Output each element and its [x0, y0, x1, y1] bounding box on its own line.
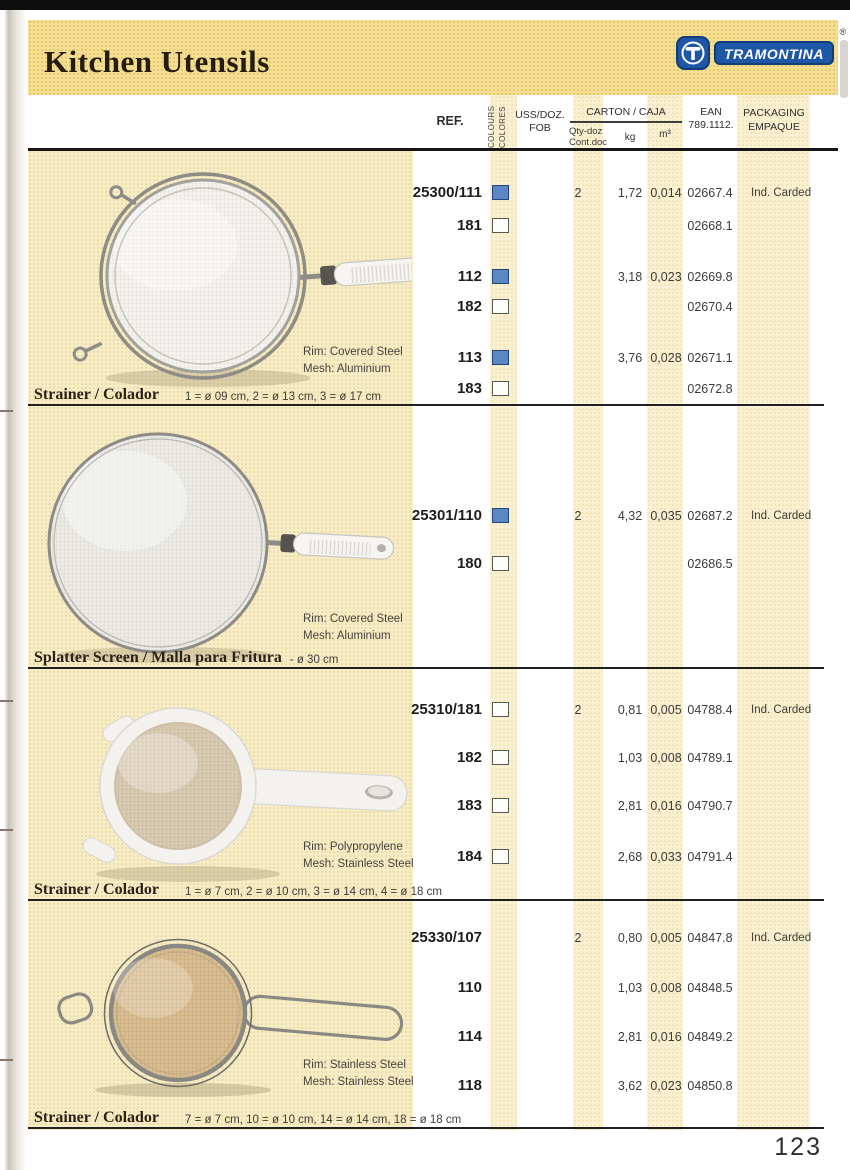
ref-code: 25310/181: [411, 701, 482, 718]
ean-line1: EAN: [700, 106, 722, 118]
material-mesh: Mesh: Aluminium: [303, 363, 391, 375]
ean-value: 04849.2: [687, 1030, 733, 1044]
page-edge-tick: [0, 829, 13, 831]
section-title: Strainer / Colador: [34, 1109, 160, 1126]
colour-swatch: [492, 185, 509, 200]
section-sizes: 1 = ø 09 cm, 2 = ø 13 cm, 3 = ø 17 cm: [185, 391, 381, 403]
colour-swatch: [492, 381, 509, 396]
ean-value: 04788.4: [687, 703, 733, 717]
section-title: Strainer / Colador: [34, 386, 160, 403]
table-row: [0, 506, 850, 526]
ean-value: 02687.2: [687, 509, 733, 523]
ean-value: 02670.4: [687, 300, 733, 314]
ref-code: 183: [456, 797, 482, 814]
m3-value: 0,023: [650, 1079, 682, 1093]
col-header-ref: REF.: [436, 114, 464, 128]
ref-code: 110: [457, 979, 482, 996]
colour-swatch: [492, 350, 509, 365]
page-title: Kitchen Utensils: [44, 44, 270, 79]
table-row: [0, 748, 850, 768]
section-materials: [303, 611, 463, 645]
section-divider: [28, 404, 824, 406]
section-sizes: 1 = ø 7 cm, 2 = ø 10 cm, 3 = ø 14 cm, 4 = ø 18 cm: [185, 886, 442, 898]
section-label: [34, 386, 381, 404]
section-materials: [303, 344, 463, 378]
ref-code: 25300/111: [412, 184, 482, 201]
packaging-value: Ind. Carded: [751, 510, 812, 522]
ref-code: 181: [456, 217, 482, 234]
ean-value: 02686.5: [687, 557, 733, 571]
section-divider: [28, 667, 824, 669]
kg-value: 2,81: [617, 1030, 643, 1044]
section-title: Splatter Screen / Malla para Fritura: [34, 649, 282, 666]
section-divider: [28, 1127, 824, 1129]
material-rim: Rim: Covered Steel: [303, 346, 403, 358]
ean-value: 02669.8: [687, 270, 733, 284]
ref-code: 114: [457, 1028, 482, 1045]
section-title: Strainer / Colador: [34, 881, 160, 898]
m3-value: 0,016: [650, 799, 682, 813]
m3-value: 0,035: [650, 509, 682, 523]
ean-value: 02671.1: [687, 351, 733, 365]
table-row: [0, 216, 850, 236]
table-row: [0, 267, 850, 287]
packaging-value: Ind. Carded: [751, 187, 812, 199]
material-mesh: Mesh: Aluminium: [303, 630, 391, 642]
kg-value: 1,03: [617, 981, 643, 995]
m3-value: 0,008: [650, 981, 682, 995]
qty-value: 2: [574, 703, 582, 717]
ref-code: 182: [456, 749, 482, 766]
m3-value: 0,005: [650, 931, 682, 945]
page-number: 123: [774, 1133, 822, 1161]
ref-code: 118: [457, 1077, 482, 1094]
section-materials: [303, 839, 463, 873]
section-divider: [28, 899, 824, 901]
kg-value: 1,03: [617, 751, 643, 765]
column-stripe-packaging: [737, 95, 810, 1130]
qty-line1: Qty-doz: [569, 126, 603, 137]
scan-top-bar: [0, 0, 850, 10]
brand-wordmark: TRAMONTINA: [714, 41, 834, 65]
ref-code: 180: [456, 555, 482, 572]
tramontina-t-icon: [676, 36, 710, 70]
colour-swatch: [492, 556, 509, 571]
table-row: [0, 796, 850, 816]
ean-value: 02668.1: [687, 219, 733, 233]
kg-value: 0,80: [617, 931, 643, 945]
page-right-edge: [840, 40, 848, 98]
table-row: [0, 700, 850, 720]
ean-value: 04790.7: [687, 799, 733, 813]
kg-value: 4,32: [617, 509, 643, 523]
column-stripe-colours: [490, 95, 517, 1130]
m3-value: 0,008: [650, 751, 682, 765]
table-row: [0, 1027, 850, 1047]
ref-code: 25301/110: [411, 507, 482, 524]
kg-value: 0,81: [617, 703, 643, 717]
kg-value: 2,68: [617, 850, 643, 864]
table-row: [0, 978, 850, 998]
kg-value: 3,62: [617, 1079, 643, 1093]
section-materials: [303, 1057, 463, 1091]
table-row: [0, 928, 850, 948]
material-rim: Rim: Polypropylene: [303, 841, 403, 853]
packaging-line1: PACKAGING: [743, 107, 805, 119]
material-rim: Rim: Covered Steel: [303, 613, 403, 625]
colours-line1: COLOURS: [487, 105, 496, 148]
ean-line2: 789.1112.: [688, 119, 734, 131]
ean-value: 02667.4: [687, 186, 733, 200]
column-stripe-m3: [647, 95, 683, 1130]
colour-swatch: [492, 269, 509, 284]
col-header-uss-doz: [510, 109, 570, 135]
qty-value: 2: [574, 186, 582, 200]
colour-swatch: [492, 508, 509, 523]
ean-value: 04791.4: [687, 850, 733, 864]
col-header-colours: [487, 94, 508, 148]
qty-value: 2: [574, 931, 582, 945]
packaging-value: Ind. Carded: [751, 932, 812, 944]
colours-line2: COLORES: [498, 106, 507, 148]
qty-line2: Cont.doc: [569, 137, 608, 148]
material-rim: Rim: Stainless Steel: [303, 1059, 406, 1071]
kg-value: 2,81: [617, 799, 643, 813]
col-header-qty: [569, 126, 615, 148]
kg-value: 3,76: [617, 351, 643, 365]
qty-value: 2: [574, 509, 582, 523]
section-sizes: 7 = ø 7 cm, 10 = ø 10 cm, 14 = ø 14 cm, 18 = ø 18 cm: [185, 1114, 462, 1126]
fob-line: FOB: [529, 122, 551, 134]
ean-value: 04848.5: [687, 981, 733, 995]
m3-value: 0,028: [650, 351, 682, 365]
ref-code: 25330/107: [411, 929, 482, 946]
carton-underline: [570, 121, 682, 123]
colour-swatch: [492, 849, 509, 864]
material-mesh: Mesh: Stainless Steel: [303, 858, 414, 870]
kg-value: 3,18: [617, 270, 643, 284]
col-header-m3: m³: [659, 129, 671, 140]
section-label: [34, 1109, 461, 1127]
page-edge-tick: [0, 1059, 13, 1061]
m3-value: 0,023: [650, 270, 682, 284]
m3-value: 0,014: [650, 186, 682, 200]
material-mesh: Mesh: Stainless Steel: [303, 1076, 414, 1088]
section-label: [34, 649, 338, 667]
ref-code: 182: [456, 298, 482, 315]
kg-value: 1,72: [617, 186, 643, 200]
tramontina-logo: [676, 27, 847, 70]
registered-mark: ®: [839, 27, 847, 37]
colour-swatch: [492, 702, 509, 717]
ean-value: 02672.8: [687, 382, 733, 396]
colour-swatch: [492, 218, 509, 233]
uss-doz-line: USS/DOZ.: [515, 109, 565, 121]
ref-code: 183: [456, 380, 482, 397]
packaging-value: Ind. Carded: [751, 704, 812, 716]
table-row: [0, 297, 850, 317]
m3-value: 0,016: [650, 1030, 682, 1044]
ean-value: 04850.8: [687, 1079, 733, 1093]
header-divider: [28, 148, 838, 151]
column-stripe-qty: [573, 95, 603, 1130]
colour-swatch: [492, 798, 509, 813]
ref-code: 184: [456, 848, 482, 865]
packaging-line2: EMPAQUE: [748, 121, 800, 133]
colour-swatch: [492, 750, 509, 765]
ean-value: 04847.8: [687, 931, 733, 945]
colour-swatch: [492, 299, 509, 314]
section-label: [34, 881, 442, 899]
ref-code: 112: [457, 268, 482, 285]
table-row: [0, 183, 850, 203]
col-header-carton: CARTON / CAJA: [586, 106, 666, 118]
page-edge-tick: [0, 410, 13, 412]
m3-value: 0,005: [650, 703, 682, 717]
ref-code: 113: [457, 349, 482, 366]
m3-value: 0,033: [650, 850, 682, 864]
col-header-packaging: [735, 106, 813, 134]
ean-value: 04789.1: [687, 751, 733, 765]
col-header-kg: kg: [624, 132, 636, 143]
section-sizes: - ø 30 cm: [289, 654, 339, 666]
col-header-ean: [683, 106, 739, 132]
table-row: [0, 554, 850, 574]
